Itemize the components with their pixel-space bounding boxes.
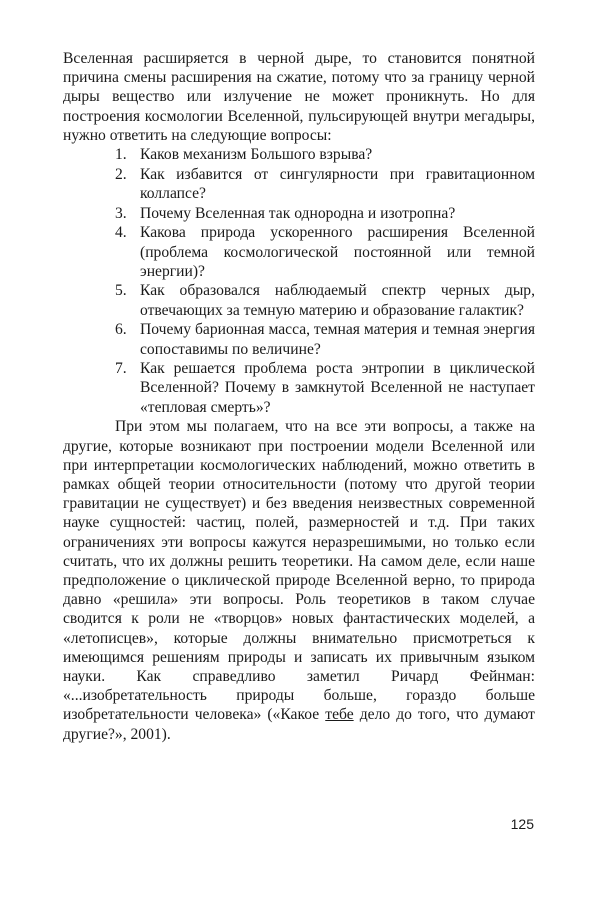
list-item — [63, 204, 535, 223]
body-text-after: дело до того, что думают другие?», 2001). — [63, 706, 535, 743]
page-number: 125 — [510, 816, 534, 832]
list-item-number: 7. — [115, 360, 127, 378]
underlined-word: тебе — [325, 706, 354, 724]
page-text — [63, 49, 535, 744]
questions-list — [63, 145, 535, 417]
list-item-number: 1. — [115, 146, 127, 164]
list-item — [63, 223, 535, 281]
list-item — [63, 359, 535, 417]
list-item-text: Почему Вселенная так однородна и изотропна? — [140, 204, 456, 222]
list-item-text: Какова природа ускоренного расширения Вселенной (проблема космологической постоянной или темной энергии)? — [140, 224, 535, 280]
intro-paragraph: Вселенная расширяется в черной дыре, то становится понятной причина смены расширения на сжатие, потому что за границу черной дыры вещество или излучение не может проникнуть. Но для построения космологии Вселенной, пульсирующей внутри мегадыры, нужно ответить на следующие вопросы: — [63, 50, 535, 144]
list-item-text: Как избавится от сингулярности при гравитационном коллапсе? — [140, 165, 535, 202]
list-item-number: 4. — [115, 224, 127, 242]
body-text-before: При этом мы полагаем, что на все эти вопросы, а также на другие, которые возникают при построении модели Вселенной или при интерпретации космологических наблюдений, можно ответить в рамках общей теории относительности (потому что другой теории гравитации не существует) и без введения неизвестных современной науке сущностей: частиц, полей, размерностей и т.д. При таких ограничениях эти вопросы кажутся неразрешимыми, но только если считать, что их должны решить теоретики. На самом деле, если наше предположение о циклической природе Вселенной верно, то природа давно «решила» эти вопросы. Роль теоретиков в таком случае сводится к роли не «творцов» новых фантастических моделей, а «летописцев», которые должны внимательно присмотреться к имеющимся решениям природы и записать их привычным языком науки. Как справедливо заметил Ричард Фейнман: «...изобретательность природы больше, гораздо больше изобретательности человека» («Какое — [63, 418, 535, 724]
list-item-number: 2. — [115, 165, 127, 183]
list-item — [63, 165, 535, 203]
list-item — [63, 281, 535, 319]
list-item-number: 6. — [115, 321, 127, 339]
list-item-text: Почему барионная масса, темная материя и темная энергия сопоставимы по величине? — [140, 321, 535, 358]
list-item-text: Как решается проблема роста энтропии в циклической Вселенной? Почему в замкнутой Вселенной не наступает «тепловая смерть»? — [140, 360, 535, 416]
list-item — [63, 145, 535, 164]
list-item-text: Каков механизм Большого взрыва? — [140, 146, 373, 164]
list-item-text: Как образовался наблюдаемый спектр черных дыр, отвечающих за темную материю и образование галактик? — [140, 282, 535, 319]
list-item-number: 3. — [115, 204, 127, 222]
list-item-number: 5. — [115, 282, 127, 300]
body-paragraph — [63, 417, 535, 743]
list-item — [63, 320, 535, 358]
